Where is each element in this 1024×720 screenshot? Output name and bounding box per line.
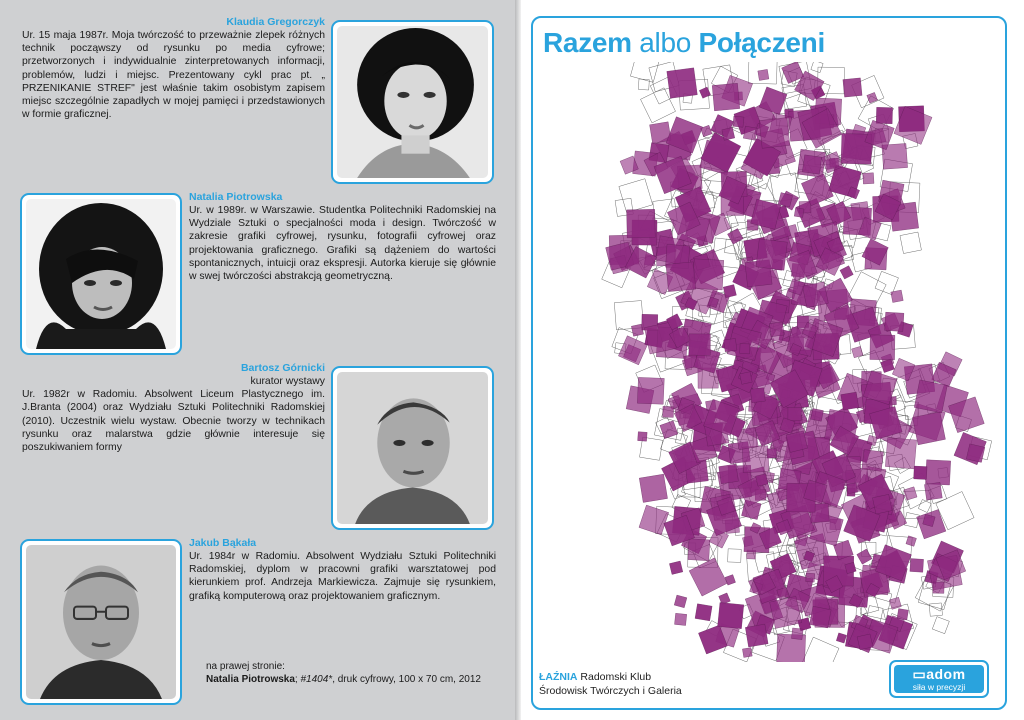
artwork-square (719, 464, 739, 484)
artwork-square (857, 634, 873, 650)
page-fold (515, 0, 521, 720)
artwork-square (688, 539, 710, 561)
bio-text: Ur. 1984r w Radomiu. Absolwent Wydziału Sztuki Politechniki Radomskiej, dyplom w pracowni grafiki warsztatowej pod kierunkiem prof. Andrzeja Markiewicza. Zajmuje się rysunkiem, grafiką komputerową oraz projektowaniem graficznym. (189, 551, 496, 602)
artwork-square (889, 597, 901, 609)
radom-logo-text: adom (926, 666, 966, 682)
bio-jakub (189, 537, 496, 603)
artwork-square (740, 344, 750, 354)
artwork-square (723, 285, 736, 298)
artwork-square (806, 573, 815, 582)
artwork-square (924, 482, 942, 500)
bio-text: Ur. w 1989r. w Warszawie. Studentka Politechniki Radomskiej na Wydziale Sztuki o specjalności moda i design. Twórczość w zakresie grafiki cyfrowej, rysunku, fotografii cyfrowej oraz projektowania graficznego. Grafiki są dążeniem do wartości spontanicznych, intuicji oraz ekspresji. Autorka kieruje się głównie w swej twórczości abstrakcją geometryczną. (189, 205, 496, 283)
artwork-square (663, 406, 674, 417)
artwork-square (857, 549, 872, 564)
artwork-square (770, 596, 802, 628)
artwork-square (693, 259, 724, 290)
poster-footer (539, 670, 682, 698)
artwork-square (619, 179, 653, 213)
artwork-square (750, 388, 765, 403)
artwork-square (966, 444, 985, 463)
bio-bartosz (22, 362, 325, 454)
caption-details-line (206, 673, 481, 686)
artwork-square (742, 446, 769, 473)
artwork-square (900, 232, 921, 253)
artwork-square (756, 474, 769, 487)
title-word-albo: albo (639, 27, 691, 58)
photo-jakub (20, 539, 182, 705)
artwork-square (904, 512, 919, 527)
footer-club: Radomski Klub (580, 671, 652, 683)
artwork-square (840, 266, 853, 279)
artwork-square (733, 116, 744, 127)
artwork-square (745, 624, 768, 647)
portrait-bartosz-graphic (337, 372, 488, 524)
artwork-square (639, 474, 667, 502)
artwork-square (767, 448, 777, 458)
poster-title (543, 26, 825, 60)
portrait-jakub-graphic (26, 545, 176, 699)
portrait-natalia-graphic (26, 199, 176, 349)
artwork-square (727, 229, 743, 245)
artwork-square (724, 338, 737, 351)
bio-name: Natalia Piotrowska (189, 191, 283, 203)
portrait-klaudia-graphic (337, 26, 488, 178)
bio-role: kurator wystawy (250, 376, 325, 387)
artwork-square (667, 68, 697, 98)
caption-artist: Natalia Piotrowska (206, 674, 295, 685)
photo-bartosz (331, 366, 494, 530)
radom-logo (889, 660, 989, 698)
bio-name: Bartosz Górnicki (240, 362, 325, 374)
artwork-square (794, 208, 804, 218)
artwork-square (712, 83, 740, 111)
artwork-square (669, 561, 682, 574)
artwork-square (910, 559, 924, 573)
artwork-square (933, 582, 944, 593)
abstract-square-artwork (533, 62, 1005, 662)
artwork-square (638, 432, 648, 442)
artwork-square (728, 549, 742, 563)
artwork-square (742, 648, 752, 658)
artwork-square (674, 595, 687, 608)
photo-natalia (20, 193, 182, 355)
exhibition-poster (531, 16, 1007, 710)
artwork-square (897, 609, 908, 620)
radom-logo-badge (894, 665, 984, 693)
artwork-square (802, 282, 828, 308)
footer-laznia: ŁAŹNIA (539, 671, 578, 683)
artwork-square (695, 604, 712, 621)
artwork-square (872, 494, 892, 514)
photo-klaudia (331, 20, 494, 184)
artwork-square (870, 335, 895, 360)
artwork-square (639, 505, 669, 535)
artwork-square (863, 173, 874, 184)
artwork-square (876, 107, 892, 123)
artwork-square (689, 334, 710, 355)
artwork-square (904, 487, 917, 500)
artwork-square (637, 377, 664, 404)
artwork-square (809, 606, 831, 628)
bio-name: Jakub Bąkała (189, 537, 257, 549)
artwork-square (769, 322, 784, 337)
artwork-square (925, 460, 950, 485)
artwork-square (689, 558, 727, 596)
footer-line-1 (539, 670, 682, 684)
artwork-square (802, 155, 821, 174)
caption-separator: ; (294, 674, 298, 685)
artwork-square (914, 466, 927, 479)
portrait-image (337, 26, 488, 178)
artwork-square (932, 617, 949, 634)
portrait-image (337, 372, 488, 524)
artwork-square (801, 174, 833, 206)
artwork-square (660, 421, 678, 439)
bio-text: Ur. 1982r w Radomiu. Absolwent Liceum Plastycznego im. J.Branta (2004) oraz Wydziału Sztuki Politechniki Radomskiej (2010). Uczestnik wielu wystaw. Obecnie tworzy w technikach rysunku oraz malarstwa gdzie głównie interesuje się poszukiwaniem formy (22, 389, 325, 454)
artwork-square (906, 536, 917, 547)
artwork-square (756, 239, 787, 270)
artwork-square (811, 408, 824, 421)
bio-klaudia (22, 16, 325, 121)
title-word-razem: Razem (543, 27, 632, 58)
artwork-square (847, 483, 858, 494)
artwork-square (759, 118, 790, 149)
artwork-square (743, 126, 757, 140)
artwork-square (718, 602, 744, 628)
artwork-square (631, 324, 643, 336)
artwork-square (666, 262, 696, 292)
artwork-square (722, 127, 735, 140)
artwork-square (885, 438, 916, 469)
artwork-square (843, 78, 862, 97)
artwork-square (929, 603, 942, 616)
radom-logo-r-mark: ▭ (912, 666, 927, 682)
artwork-square (841, 392, 859, 410)
radom-logo-tagline: siła w precyzji (912, 682, 966, 692)
portrait-image (26, 199, 176, 349)
caption-details: , druk cyfrowy, 100 x 70 cm, 2012 (332, 674, 481, 685)
radom-logo-word (894, 665, 984, 682)
footer-line-2: Środowisk Twórczych i Galeria (539, 685, 682, 697)
portrait-image (26, 545, 176, 699)
caption-work-title: #1404* (300, 674, 333, 685)
artwork-square (802, 637, 839, 662)
bio-text: Ur. 15 maja 1987r. Moja twórczość to przeważnie zlepek różnych technik począwszy od rysunku po media cyfrowe; przetworzonych i indywidualnie zinterpretowanych informacji, problemów, ludzi i miejsc. Prezentowany cykl prac pt. „ PRZENIKANIE STREF" jest właśnie takim osobistym zapisem miejsc szczególnie zapadłych w mojej pamięci i przedstawionych w formie graficznej. (22, 30, 325, 121)
bio-name: Klaudia Gregorczyk (226, 16, 325, 28)
artwork-square (914, 380, 947, 413)
artwork-square (627, 209, 656, 238)
artwork-square (675, 613, 687, 625)
artwork-square (758, 69, 769, 80)
artwork-square (913, 412, 946, 445)
title-word-polaczeni: Połączeni (698, 27, 825, 58)
artwork-square (918, 500, 931, 513)
artwork-square (891, 290, 903, 302)
artwork-square (885, 312, 904, 331)
bio-natalia (189, 191, 496, 283)
caption-intro: na prawej stronie: (206, 661, 285, 672)
artwork-square (740, 372, 753, 385)
artwork-square (618, 336, 647, 365)
artwork-caption (206, 660, 481, 686)
artwork-square (836, 633, 846, 643)
artwork-square (862, 450, 884, 472)
artwork-square (788, 407, 801, 420)
artwork-square (791, 628, 803, 640)
